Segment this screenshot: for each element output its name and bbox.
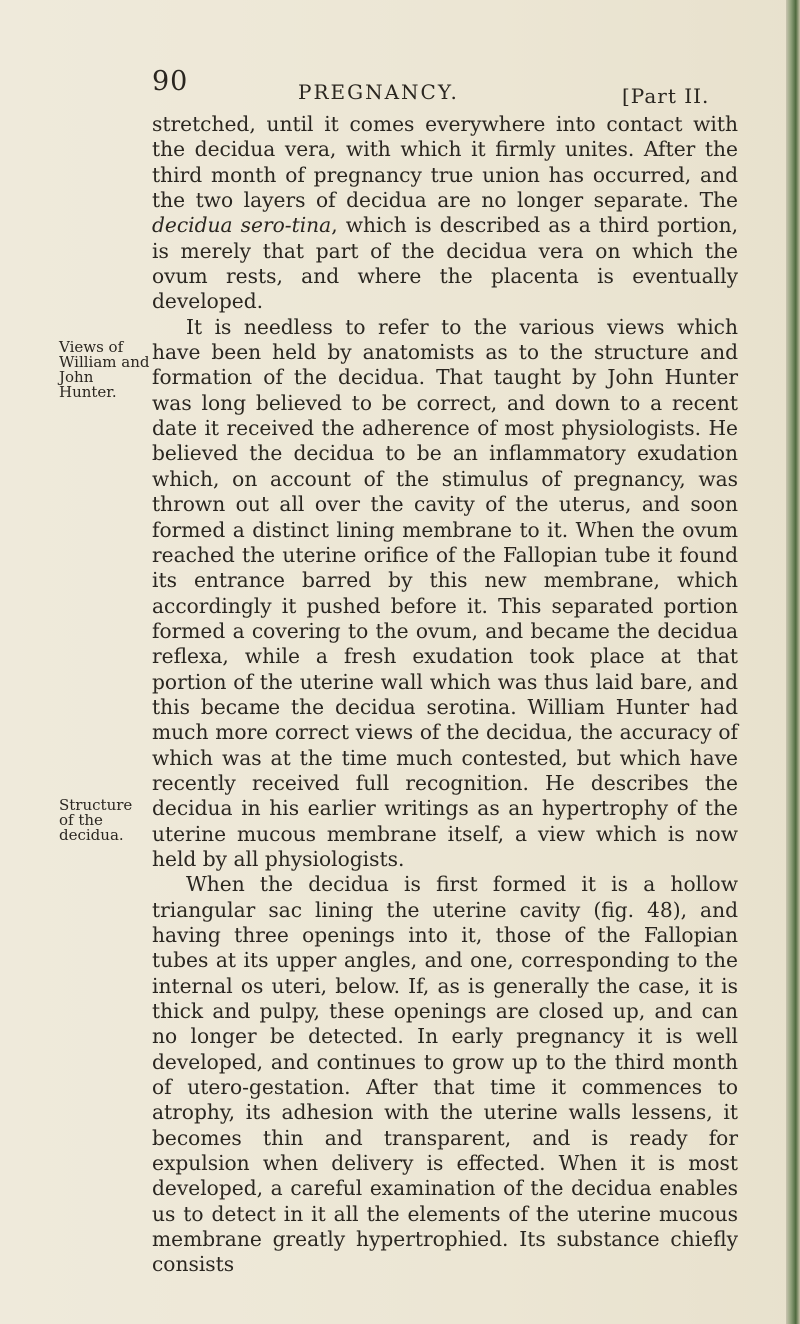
- margin-note-decidua-structure: Structure of the decidua.: [59, 796, 133, 844]
- term-decidua-serotina: decidua sero-tina: [152, 213, 332, 238]
- paragraph-1-text: stretched, until it comes everywhere into contact with the decidua vera, with which it firmly unites. After the third month of pregnancy true union has occurred, and the two layers of decidua are no longer separate. The: [152, 112, 738, 213]
- page-header: [0, 66, 790, 114]
- paragraph-2: It is needless to refer to the various views which have been held by anatomists as to the structure and formation of the decidua. That taught by John Hunter was long believed to be correct, and down to a recent date it received the adherence of most physiologists. He believed the decidua to be an inflammatory exudation which, on account of the stimulus of pregnancy, was thrown out all over the cavity of the uterus, and soon formed a distinct lining membrane to it. When the ovum reached the uterine orifice of the Fallopian tube it found its entrance barred by this new membrane, which accordingly it pushed before it. This separated portion formed a covering to the ovum, and became the decidua reflexa, while a fresh exudation took place at that portion of the uterine wall which was thus laid bare, and this became the decidua serotina. William Hunter had much more correct views of the decidua, the accuracy of which was at the time much contested, but which have recently received full recognition. He describes the decidua in his earlier writings as an hypertrophy of the uterine mucous membrane itself, a view which is now held by all physiologists.: [152, 314, 738, 871]
- margin-note-hunter-views: Views of William and John Hunter.: [59, 338, 150, 401]
- running-title: PREGNANCY.: [298, 80, 459, 104]
- paragraph-1: [152, 112, 738, 315]
- page-edge: [786, 0, 800, 1324]
- paragraph-3: When the decidua is first formed it is a hollow triangular sac lining the uterine cavity (fig. 48), and having three openings into it, those of the Fallopian tubes at its upper angles, and one, corresponding to the internal os uteri, below. If, as is generally the case, it is thick and pulpy, these openings are closed up, and can no longer be detected. In early pregnancy it is well developed, and continues to grow up to the third month of utero-gestation. After that time it commences to atrophy, its adhesion with the uterine walls lessens, it becomes thin and transparent, and is ready for expulsion when delivery is effected. When it is most developed, a careful examination of the decidua enables us to detect in it all the elements of the uterine mucous membrane greatly hypertrophied. Its substance chiefly consists: [152, 872, 738, 1277]
- body-text: [152, 112, 738, 1278]
- page-number: 90: [152, 66, 189, 97]
- paragraph-1-text-end: , which is described as a third portion, is merely that part of the decidua vera on which the ovum rests, and where the placenta is eventually developed.: [152, 213, 738, 314]
- part-label: [Part II.: [622, 84, 710, 108]
